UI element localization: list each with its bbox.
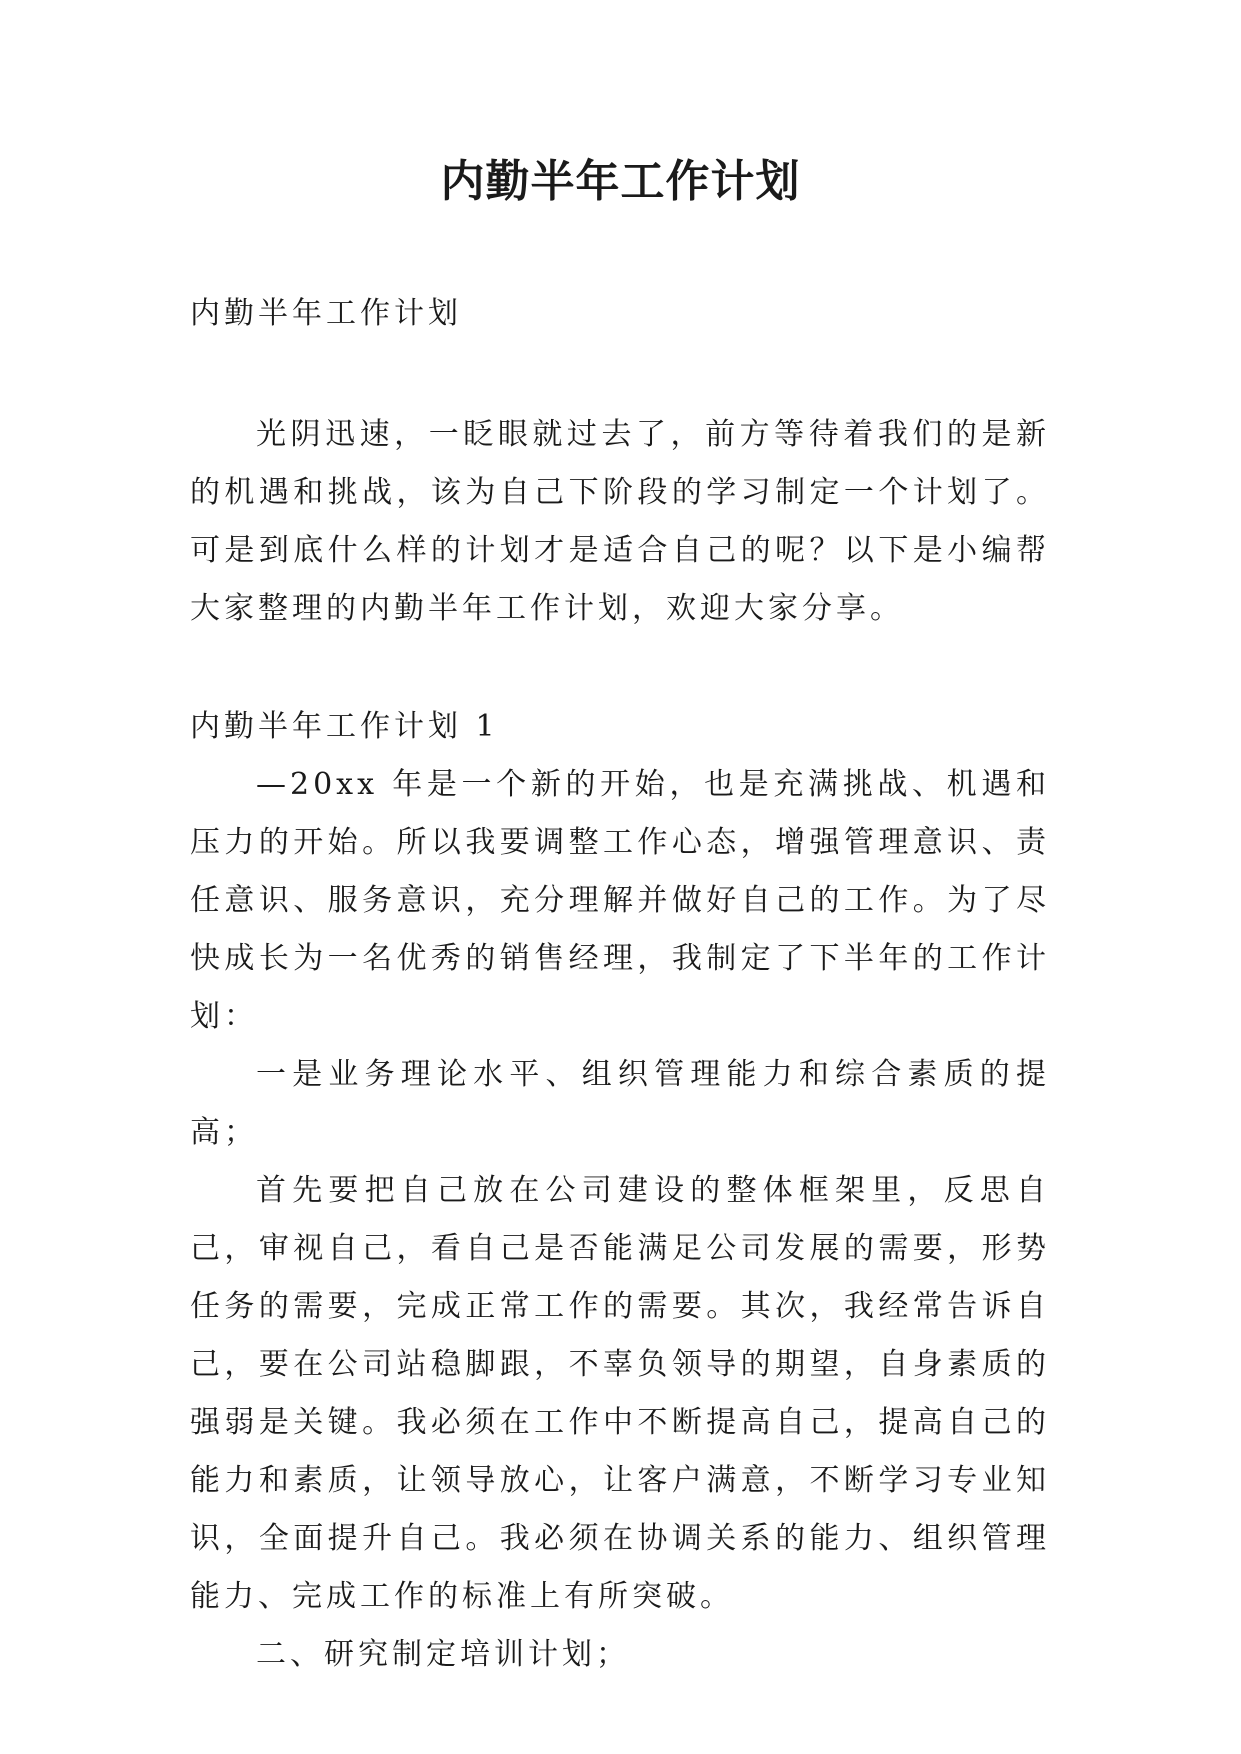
section-heading: 内勤半年工作计划 1 xyxy=(190,709,499,744)
section-paragraph: 首先要把自己放在公司建设的整体框架里，反思自己，审视自己，看自己是否能满足公司发展的需要，形势任务的需要，完成正常工作的需要。其次，我经常告诉自己，要在公司站稳脚跟，不辜负领导的期望，自身素质的强弱是关键。我必须在工作中不断提高自己，提高自己的能力和素质，让领导放心，让客户满意，不断学习专业知识，全面提升自己。我必须在协调关系的能力、组织管理能力、完成工作的标准上有所突破。 xyxy=(190,1173,1050,1614)
document-subtitle: 内勤半年工作计划 xyxy=(190,296,462,331)
section-paragraph: 二、研究制定培训计划； xyxy=(256,1637,630,1672)
section-1 xyxy=(190,698,1050,1684)
intro-paragraph: 光阴迅速，一眨眼就过去了，前方等待着我们的是新的机遇和挑战，该为自己下阶段的学习制定一个计划了。可是到底什么样的计划才是适合自己的呢？以下是小编帮大家整理的内勤半年工作计划，欢迎大家分享。 xyxy=(190,417,1050,626)
section-paragraph: —20xx 年是一个新的开始，也是充满挑战、机遇和压力的开始。所以我要调整工作心态，增强管理意识、责任意识、服务意识，充分理解并做好自己的工作。为了尽快成长为一名优秀的销售经理，我制定了下半年的工作计划： xyxy=(190,767,1050,1034)
document-title: 内勤半年工作计划 xyxy=(440,156,801,207)
section-paragraph: 一是业务理论水平、组织管理能力和综合素质的提高； xyxy=(190,1057,1050,1150)
